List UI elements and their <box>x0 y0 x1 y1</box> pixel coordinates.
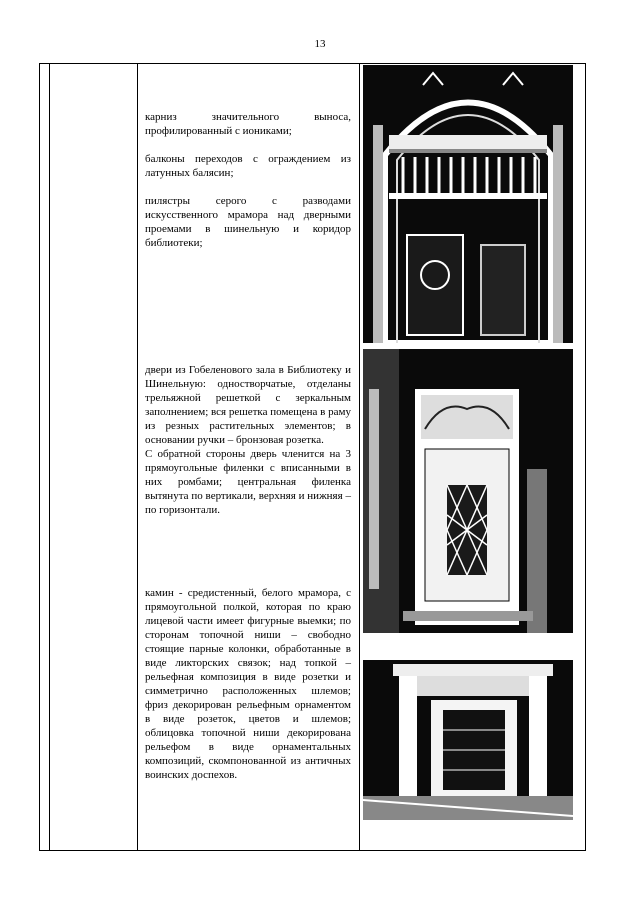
row-1-paragraph-3: пилястры серого с разводами искусственного мрамора над дверными проемами в шинельную и коридор библиотеки; <box>145 195 351 249</box>
row-2-description <box>145 363 351 517</box>
column-divider <box>359 64 360 850</box>
row-1-paragraph-2: балконы переходов с ограждением из латунных балясин; <box>145 153 351 179</box>
column-divider <box>137 64 138 850</box>
arched-hall-with-balcony-photo <box>363 65 573 343</box>
marble-fireplace-photo <box>363 640 573 820</box>
row-3-paragraph-1: камин - средистенный, белого мрамора, с прямоугольной полкой, которая по краю лицевой части имеет фигурные выемки; по сторонам топочной ниши – свободно стоящие парные колонки, обработанные в виде ликторских связок; над топкой – рельефная композиция в виде розетки и симметрично расположенных шлемов; фриз декорирован рельефным орнаментом в виде розеток, цветов и шлемов; облицовка топочной ниши декорирована рельефом в виде орнаментальных композиций, скомпонованной из античных воинских доспехов. <box>145 587 351 781</box>
row-1-paragraph-1: карниз значительного выноса, профилированный с иониками; <box>145 111 351 137</box>
column-divider <box>49 64 50 850</box>
page-number: 13 <box>314 38 326 50</box>
row-3-description <box>145 586 351 782</box>
row-2-paragraph-2: С обратной стороны дверь членится на 3 прямоугольные филенки с вписанными в них ромбами; центральная филенка вытянута по вертикали, верхняя и нижняя – по горизонтали. <box>145 448 351 516</box>
row-1-description <box>145 110 351 250</box>
trellis-door-photo <box>363 349 573 633</box>
row-2-paragraph-1: двери из Гобеленового зала в Библиотеку и Шинельную: одностворчатые, отделаны трельяжной решеткой с зеркальным заполнением; вся решетка помещена в раму из резных растительных элементов; в основании ручки – бронзовая розетка. <box>145 364 351 446</box>
